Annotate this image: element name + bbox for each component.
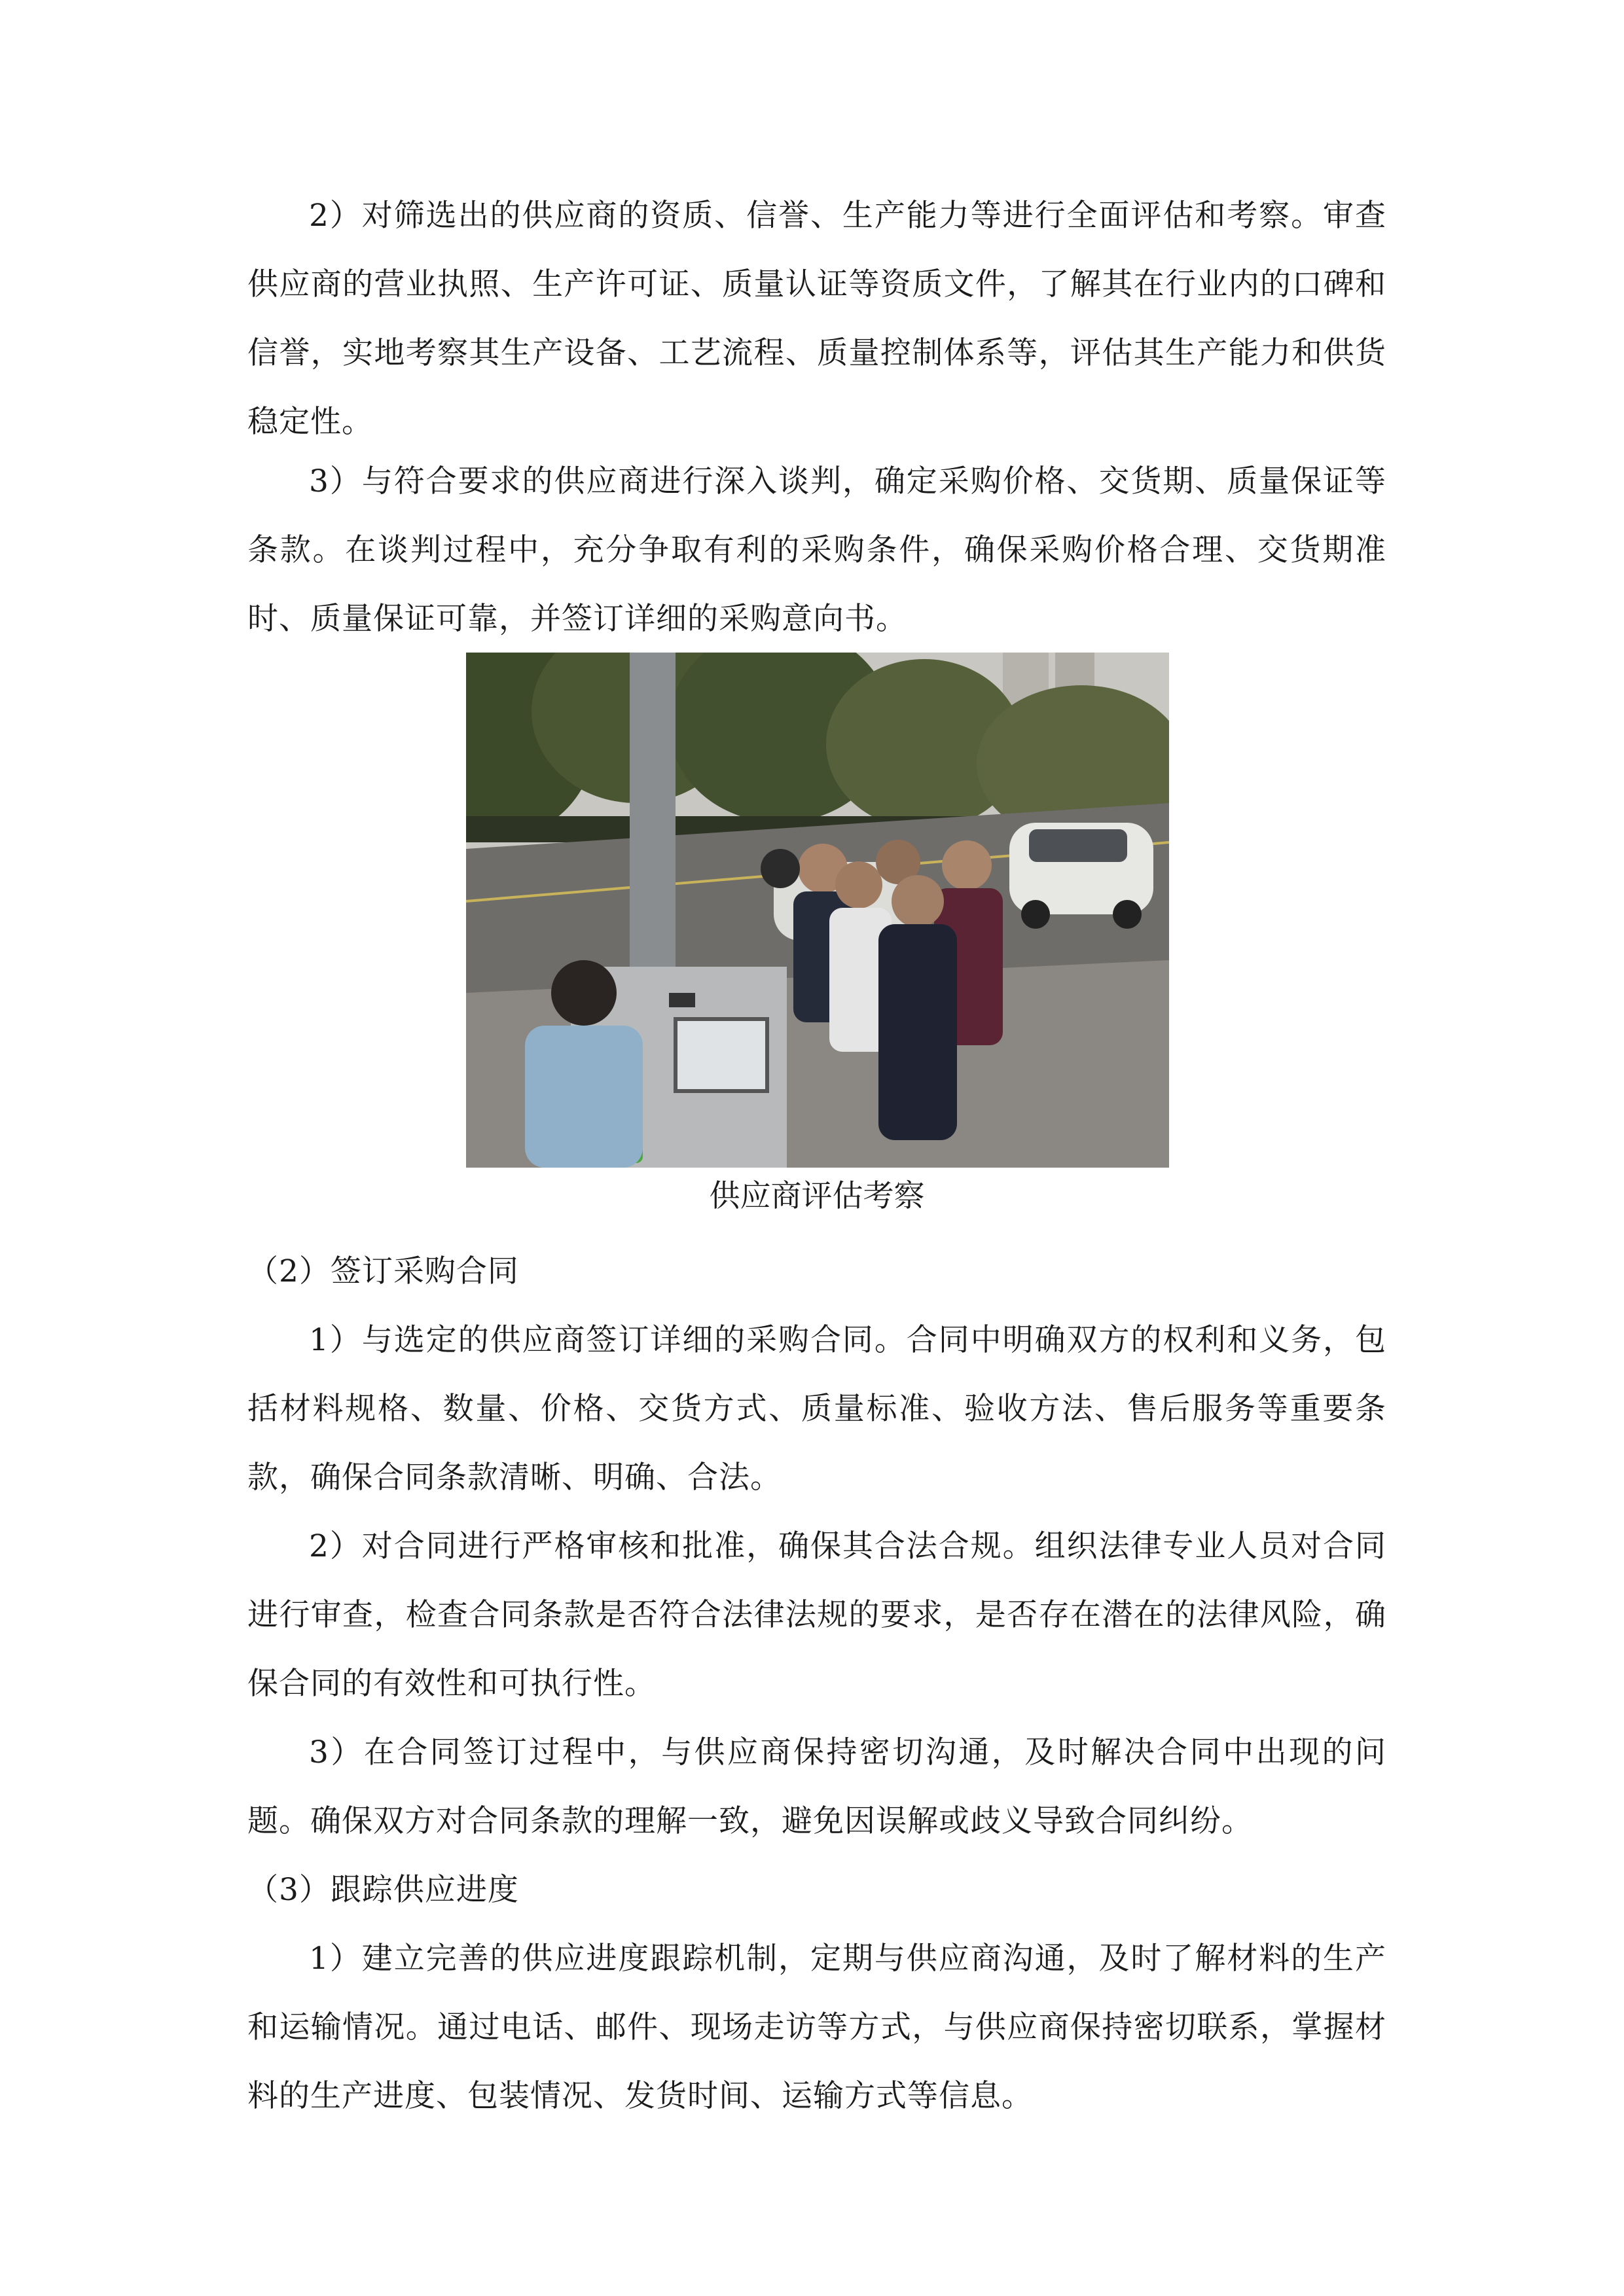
section-heading-track-supply: （3）跟踪供应进度 xyxy=(247,1872,519,1908)
paragraph-contract-review: 2）对合同进行严格审核和批准，确保其合法合规。组织法律专业人员对合同进行审查，检查合同条款是否符合法律法规的要求，是否存在潜在的法律风险，确保合同的有效性和可执行性。 xyxy=(247,1528,1386,1702)
figure-caption: 供应商评估考察 xyxy=(709,1178,925,1214)
paragraph-supplier-evaluation: 2）对筛选出的供应商的资质、信誉、生产能力等进行全面评估和考察。审查供应商的营业执照、生产许可证、质量认证等资质文件，了解其在行业内的口碑和信誉，实地考察其生产设备、工艺流程、质量控制体系等，评估其生产能力和供货稳定性。 xyxy=(247,198,1386,440)
paragraph-supplier-negotiation: 3）与符合要求的供应商进行深入谈判，确定采购价格、交货期、质量保证等条款。在谈判过程中，充分争取有利的采购条件，确保采购价格合理、交货期准时、质量保证可靠，并签订详细的采购意向书。 xyxy=(247,463,1386,637)
paragraph-contract-communication: 3）在合同签订过程中，与供应商保持密切沟通，及时解决合同中出现的问题。确保双方对合同条款的理解一致，避免因误解或歧义导致合同纠纷。 xyxy=(247,1734,1386,1839)
supplier-inspection-photo xyxy=(466,653,1169,1168)
paragraph-contract-signing: 1）与选定的供应商签订详细的采购合同。合同中明确双方的权利和义务，包括材料规格、数量、价格、交货方式、质量标准、验收方法、售后服务等重要条款，确保合同条款清晰、明确、合法。 xyxy=(247,1322,1386,1496)
section-heading-sign-contract: （2）签订采购合同 xyxy=(247,1253,519,1289)
paragraph-supply-tracking: 1）建立完善的供应进度跟踪机制，定期与供应商沟通，及时了解材料的生产和运输情况。通过电话、邮件、现场走访等方式，与供应商保持密切联系，掌握材料的生产进度、包装情况、发货时间、运输方式等信息。 xyxy=(247,1941,1386,2114)
